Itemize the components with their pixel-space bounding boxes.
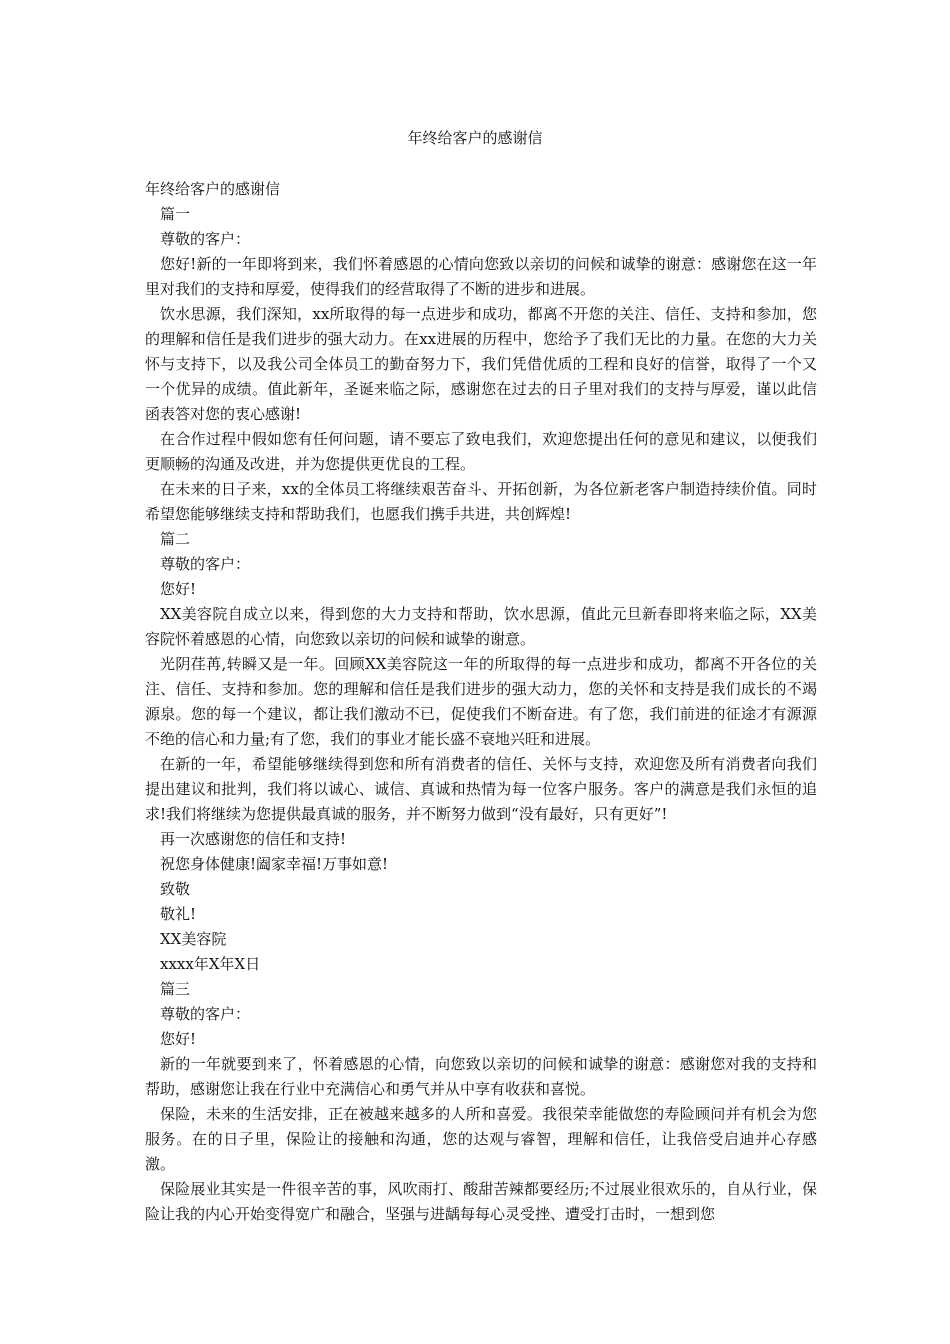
document-title: 年终给客户的感谢信: [407, 129, 543, 147]
section-label: 篇三: [160, 980, 191, 998]
salutation: 尊敬的客户：: [160, 555, 251, 573]
paragraph: 保险，未来的生活安排，正在被越来越多的人所和喜爱。我很荣幸能做您的寿险顾问并有机会为您服务。在的日子里，保险让的接触和沟通，您的达观与睿智，理解和信任，让我倍受启迪并心存感激。: [145, 1105, 817, 1173]
closing-line: 祝您身体健康!阖家幸福!万事如意!: [160, 855, 389, 873]
paragraph: 饮水思源，我们深知，xx所取得的每一点进步和成功，都离不开您的关注、信任、支持和参加，您的理解和信任是我们进步的强大动力。在xx进展的历程中，您给予了我们无比的力量。在您的大力关怀与支持下，以及我公司全体员工的勤奋努力下，我们凭借优质的工程和良好的信誉，取得了一个又一个优异的成绩。值此新年，圣诞来临之际，感谢您在过去的日子里对我们的支持与厚爱，谨以此信函表答对您的衷心感谢!: [145, 305, 817, 423]
paragraph: XX美容院自成立以来，得到您的大力支持和帮助，饮水思源，值此元旦新春即将来临之际，XX美容院怀着感恩的心情，向您致以亲切的问候和诚挚的谢意。: [145, 605, 817, 648]
paragraph: 新的一年就要到来了，怀着感恩的心情，向您致以亲切的问候和诚挚的谢意：感谢您对我的支持和帮助，感谢您让我在行业中充满信心和勇气并从中享有收获和喜悦。: [145, 1055, 817, 1098]
salutation: 尊敬的客户：: [160, 1005, 251, 1023]
paragraph: 保险展业其实是一件很辛苦的事，风吹雨打、酸甜苦辣都要经历;不过展业很欢乐的，自从行业，保险让我的内心开始变得宽广和融合，坚强与进龋每每心灵受挫、遭受打击时，一想到您: [145, 1180, 817, 1223]
paragraph: 在未来的日子来，xx的全体员工将继续艰苦奋斗、开拓创新，为各位新老客户制造持续价值。同时希望您能够继续支持和帮助我们，也愿我们携手共进，共创辉煌!: [145, 480, 817, 523]
greeting: 您好!: [160, 1030, 197, 1048]
paragraph: 在合作过程中假如您有任何问题，请不要忘了致电我们，欢迎您提出任何的意见和建议，以便我们更顺畅的沟通及改进，并为您提供更优良的工程。: [145, 430, 817, 473]
section-label: 篇二: [160, 530, 191, 548]
salutation: 尊敬的客户：: [160, 230, 251, 248]
paragraph: 光阴荏苒,转瞬又是一年。回顾XX美容院这一年的所取得的每一点进步和成功，都离不开各位的关注、信任、支持和参加。您的理解和信任是我们进步的强大动力，您的关怀和支持是我们成长的不竭源泉。您的每一个建议，都让我们激动不已，促使我们不断奋进。有了您，我们前进的征途才有源源不绝的信心和力量;有了您，我们的事业才能长盛不衰地兴旺和进展。: [145, 655, 817, 748]
closing-line: 敬礼!: [160, 905, 197, 923]
date-line: xxxx年X年X日: [160, 955, 261, 973]
closing-line: 再一次感谢您的信任和支持!: [160, 830, 347, 848]
document-body: [145, 177, 817, 1227]
signature: XX美容院: [160, 930, 227, 948]
closing-line: 致敬: [160, 880, 191, 898]
greeting: 您好!: [160, 580, 197, 598]
paragraph: 您好!新的一年即将到来，我们怀着感恩的心情向您致以亲切的问候和诚挚的谢意：感谢您在这一年里对我们的支持和厚爱，使得我们的经营取得了不断的进步和进展。: [145, 255, 817, 298]
document-heading: 年终给客户的感谢信: [145, 180, 281, 198]
section-label: 篇一: [160, 205, 191, 223]
paragraph: 在新的一年，希望能够继续得到您和所有消费者的信任、关怀与支持，欢迎您及所有消费者向我们提出建议和批判，我们将以诚心、诚信、真诚和热情为每一位客户服务。客户的满意是我们永恒的追求!我们将继续为您提供最真诚的服务，并不断努力做到“没有最好，只有更好”!: [145, 755, 817, 823]
